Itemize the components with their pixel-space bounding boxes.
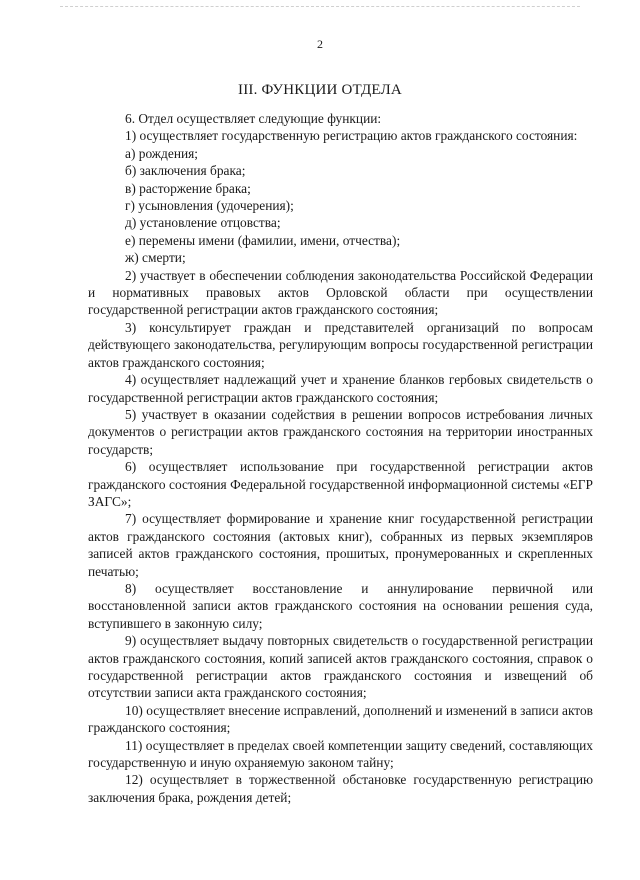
paragraph: 2) участвует в обеспечении соблюдения законодательства Российской Федерации и нормативных правовых актов Орловской области при осуществлении государственной регистрации актов гражданского состояния;: [88, 267, 593, 318]
list-item: е) перемены имени (фамилии, имени, отчества);: [125, 232, 401, 248]
scan-edge-line: [60, 6, 580, 7]
paragraph: 4) осуществляет надлежащий учет и хранение бланков гербовых свидетельств о государственной регистрации актов гражданского состояния;: [88, 372, 593, 405]
paragraph: 7) осуществляет формирование и хранение книг государственной регистрации актов гражданского состояния (актовых книг), собранных из первых экземпляров записей актов гражданского состояния, прошитых, пронумерованных и скрепленных печатью;: [88, 511, 593, 579]
list-item: г) усыновления (удочерения);: [125, 198, 294, 214]
paragraph: 5) участвует в оказании содействия в решении вопросов истребования личных документов о регистрации актов гражданского состояния на территории иностранных государств;: [88, 406, 593, 457]
paragraph: 9) осуществляет выдачу повторных свидетельств о государственной регистрации актов гражданского состояния, копий записей актов гражданского состояния, справок о государственной регистрации актов гражданского состояния и извещений об отсутствии записи акта гражданского состояния;: [88, 633, 593, 701]
paragraph: 12) осуществляет в торжественной обстановке государственную регистрацию заключения брака, рождения детей;: [88, 772, 593, 805]
list-item: д) установление отцовства;: [125, 215, 281, 231]
paragraph: 10) осуществляет внесение исправлений, дополнений и изменений в записи актов гражданского состояния;: [88, 702, 593, 736]
section-title: III. ФУНКЦИИ ОТДЕЛА: [238, 82, 402, 98]
list-item: ж) смерти;: [125, 250, 186, 266]
list-item: в) расторжение брака;: [125, 180, 251, 196]
page-number: 2: [317, 37, 323, 51]
paragraph: 8) осуществляет восстановление и аннулирование первичной или восстановленной записи актов гражданского состояния на основании решения суда, вступившего в законную силу;: [88, 580, 593, 631]
paragraph: 1) осуществляет государственную регистрацию актов гражданского состояния:: [125, 128, 578, 144]
list-item: а) рождения;: [125, 145, 199, 161]
paragraph: 3) консультирует граждан и представителей организаций по вопросам действующего законодательства, регулирующим вопросы государственной регистрации актов гражданского состояния;: [88, 319, 593, 370]
paragraph: 6. Отдел осуществляет следующие функции:: [125, 111, 382, 126]
paragraph: 11) осуществляет в пределах своей компетенции защиту сведений, составляющих государственную и иную охраняемую законом тайну;: [88, 737, 593, 771]
list-item: б) заключения брака;: [125, 163, 246, 179]
paragraph: 6) осуществляет использование при государственной регистрации актов гражданского состояния Федеральной государственной информационной системы «ЕГР ЗАГС»;: [88, 459, 593, 509]
document-body: [88, 110, 593, 806]
